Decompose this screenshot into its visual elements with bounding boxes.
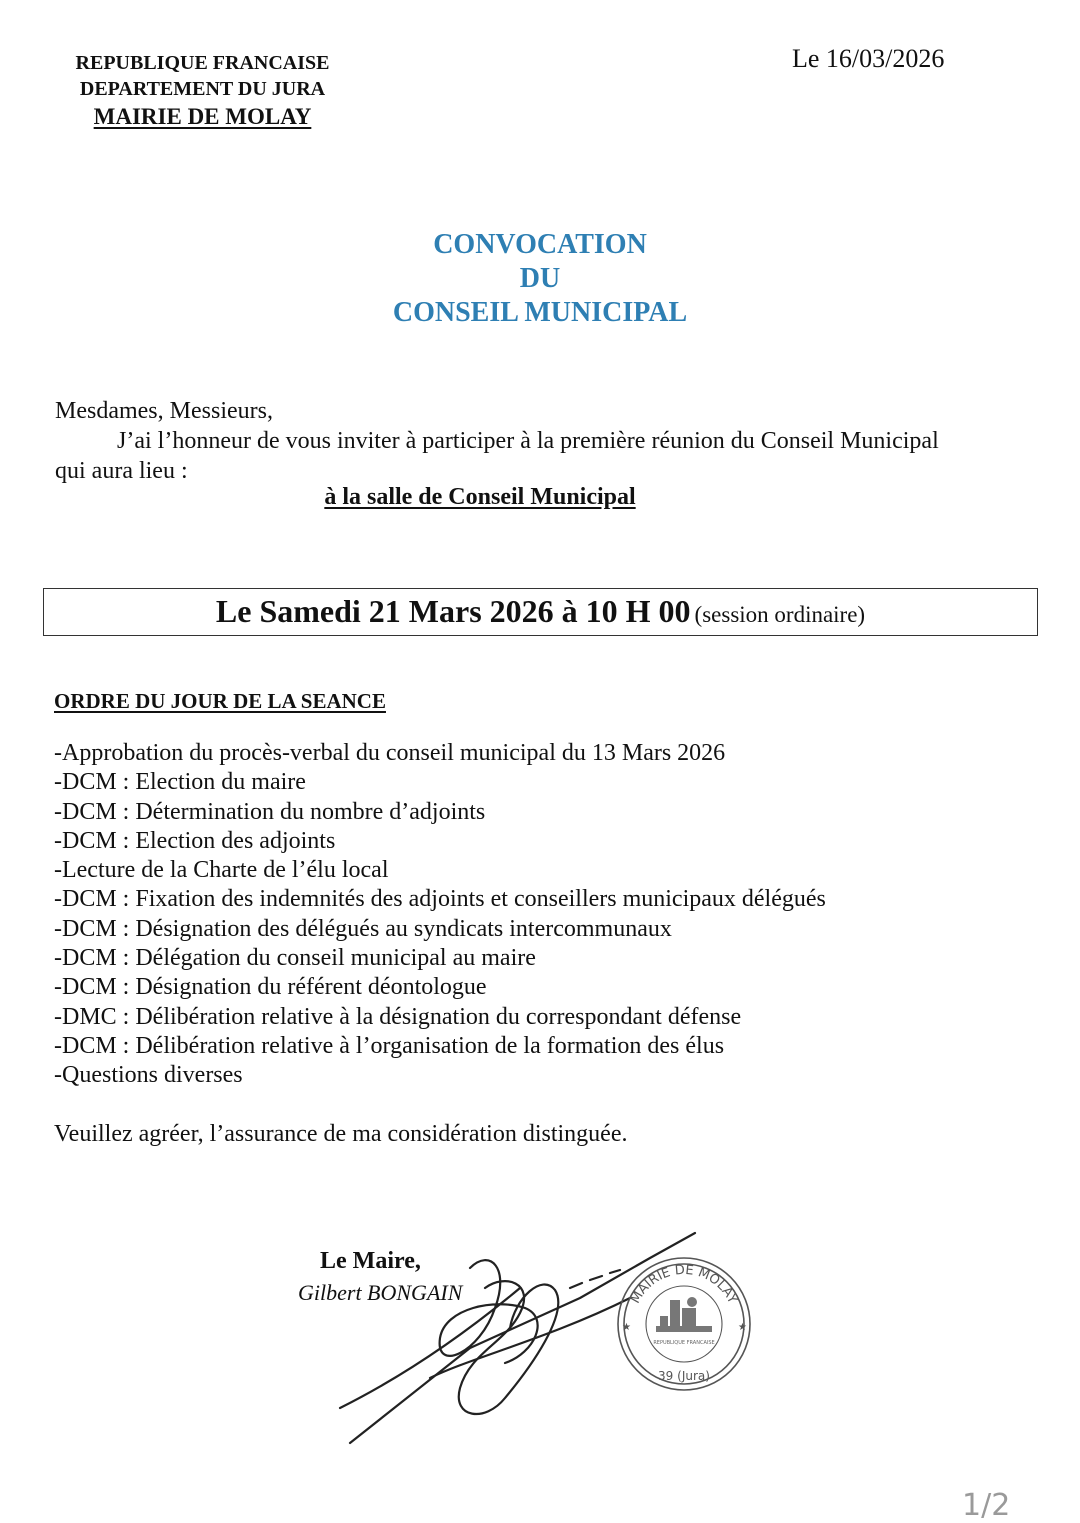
signatory-title: Le Maire, xyxy=(320,1248,421,1274)
stamp-star-left: ★ xyxy=(622,1322,631,1333)
invitation-intro: J’ai l’honneur de vous inviter à participer à la première réunion du Conseil Municipal xyxy=(117,428,939,454)
meeting-date-box xyxy=(43,588,1038,636)
document-title xyxy=(0,228,1080,330)
title-line-1: CONVOCATION xyxy=(433,229,647,260)
stamp-top-text: MAIRIE DE MOLAY xyxy=(628,1262,740,1307)
stamp-small-text: REPUBLIQUE FRANCAISE xyxy=(653,1340,715,1346)
agenda-title: ORDRE DU JOUR DE LA SEANCE xyxy=(54,689,386,713)
agenda-list xyxy=(54,739,1034,1091)
page-number: 1/2 xyxy=(962,1488,1011,1523)
invitation-text xyxy=(55,396,1035,486)
meeting-datetime: Le Samedi 21 Mars 2026 à 10 H 00 xyxy=(215,593,691,629)
agenda-item: -Questions diverses xyxy=(54,1062,243,1089)
signatory-name: Gilbert BONGAIN xyxy=(298,1280,463,1305)
salutation: Mesdames, Messieurs, xyxy=(55,398,273,424)
agenda-item: -DCM : Délibération relative à l’organisation de la formation des élus xyxy=(54,1032,725,1059)
meeting-session-type: (session ordinaire) xyxy=(694,602,866,627)
stamp-emblem xyxy=(656,1297,712,1332)
agenda-item: -DCM : Election des adjoints xyxy=(54,827,336,854)
letterhead-mairie: MAIRIE DE MOLAY xyxy=(93,104,312,129)
agenda-item: -DCM : Délégation du conseil municipal au maire xyxy=(54,945,536,972)
stamp-star-right: ★ xyxy=(738,1322,747,1333)
letter-date: Le 16/03/2026 xyxy=(792,44,945,73)
letterhead-republique: REPUBLIQUE FRANCAISE xyxy=(75,52,330,74)
agenda-item: -DMC : Délibération relative à la désignation du correspondant défense xyxy=(54,1003,742,1030)
agenda-item: -DCM : Détermination du nombre d’adjoints xyxy=(54,798,486,825)
agenda-item: -DCM : Désignation des délégués au syndicats intercommunaux xyxy=(54,915,672,942)
meeting-location: à la salle de Conseil Municipal xyxy=(324,484,636,510)
title-line-2: DU xyxy=(519,263,561,294)
agenda-item: -DCM : Election du maire xyxy=(54,769,306,796)
closing-formula: Veuillez agréer, l’assurance de ma considération distinguée. xyxy=(54,1121,628,1147)
stamp-bottom-text: 39 (Jura) xyxy=(658,1369,710,1383)
agenda-item: -Approbation du procès-verbal du conseil municipal du 13 Mars 2026 xyxy=(54,740,726,766)
agenda-item: -DCM : Désignation du référent déontologue xyxy=(54,974,487,1001)
mairie-stamp xyxy=(612,1246,757,1396)
title-line-3: CONSEIL MUNICIPAL xyxy=(392,297,688,328)
agenda-item: -DCM : Fixation des indemnités des adjoints et conseillers municipaux délégués xyxy=(54,886,826,913)
agenda-item: -Lecture de la Charte de l’élu local xyxy=(54,857,389,884)
letterhead-departement: DEPARTEMENT DU JURA xyxy=(79,78,326,100)
letterhead xyxy=(0,50,405,132)
invitation-intro-cont: qui aura lieu : xyxy=(55,458,188,484)
